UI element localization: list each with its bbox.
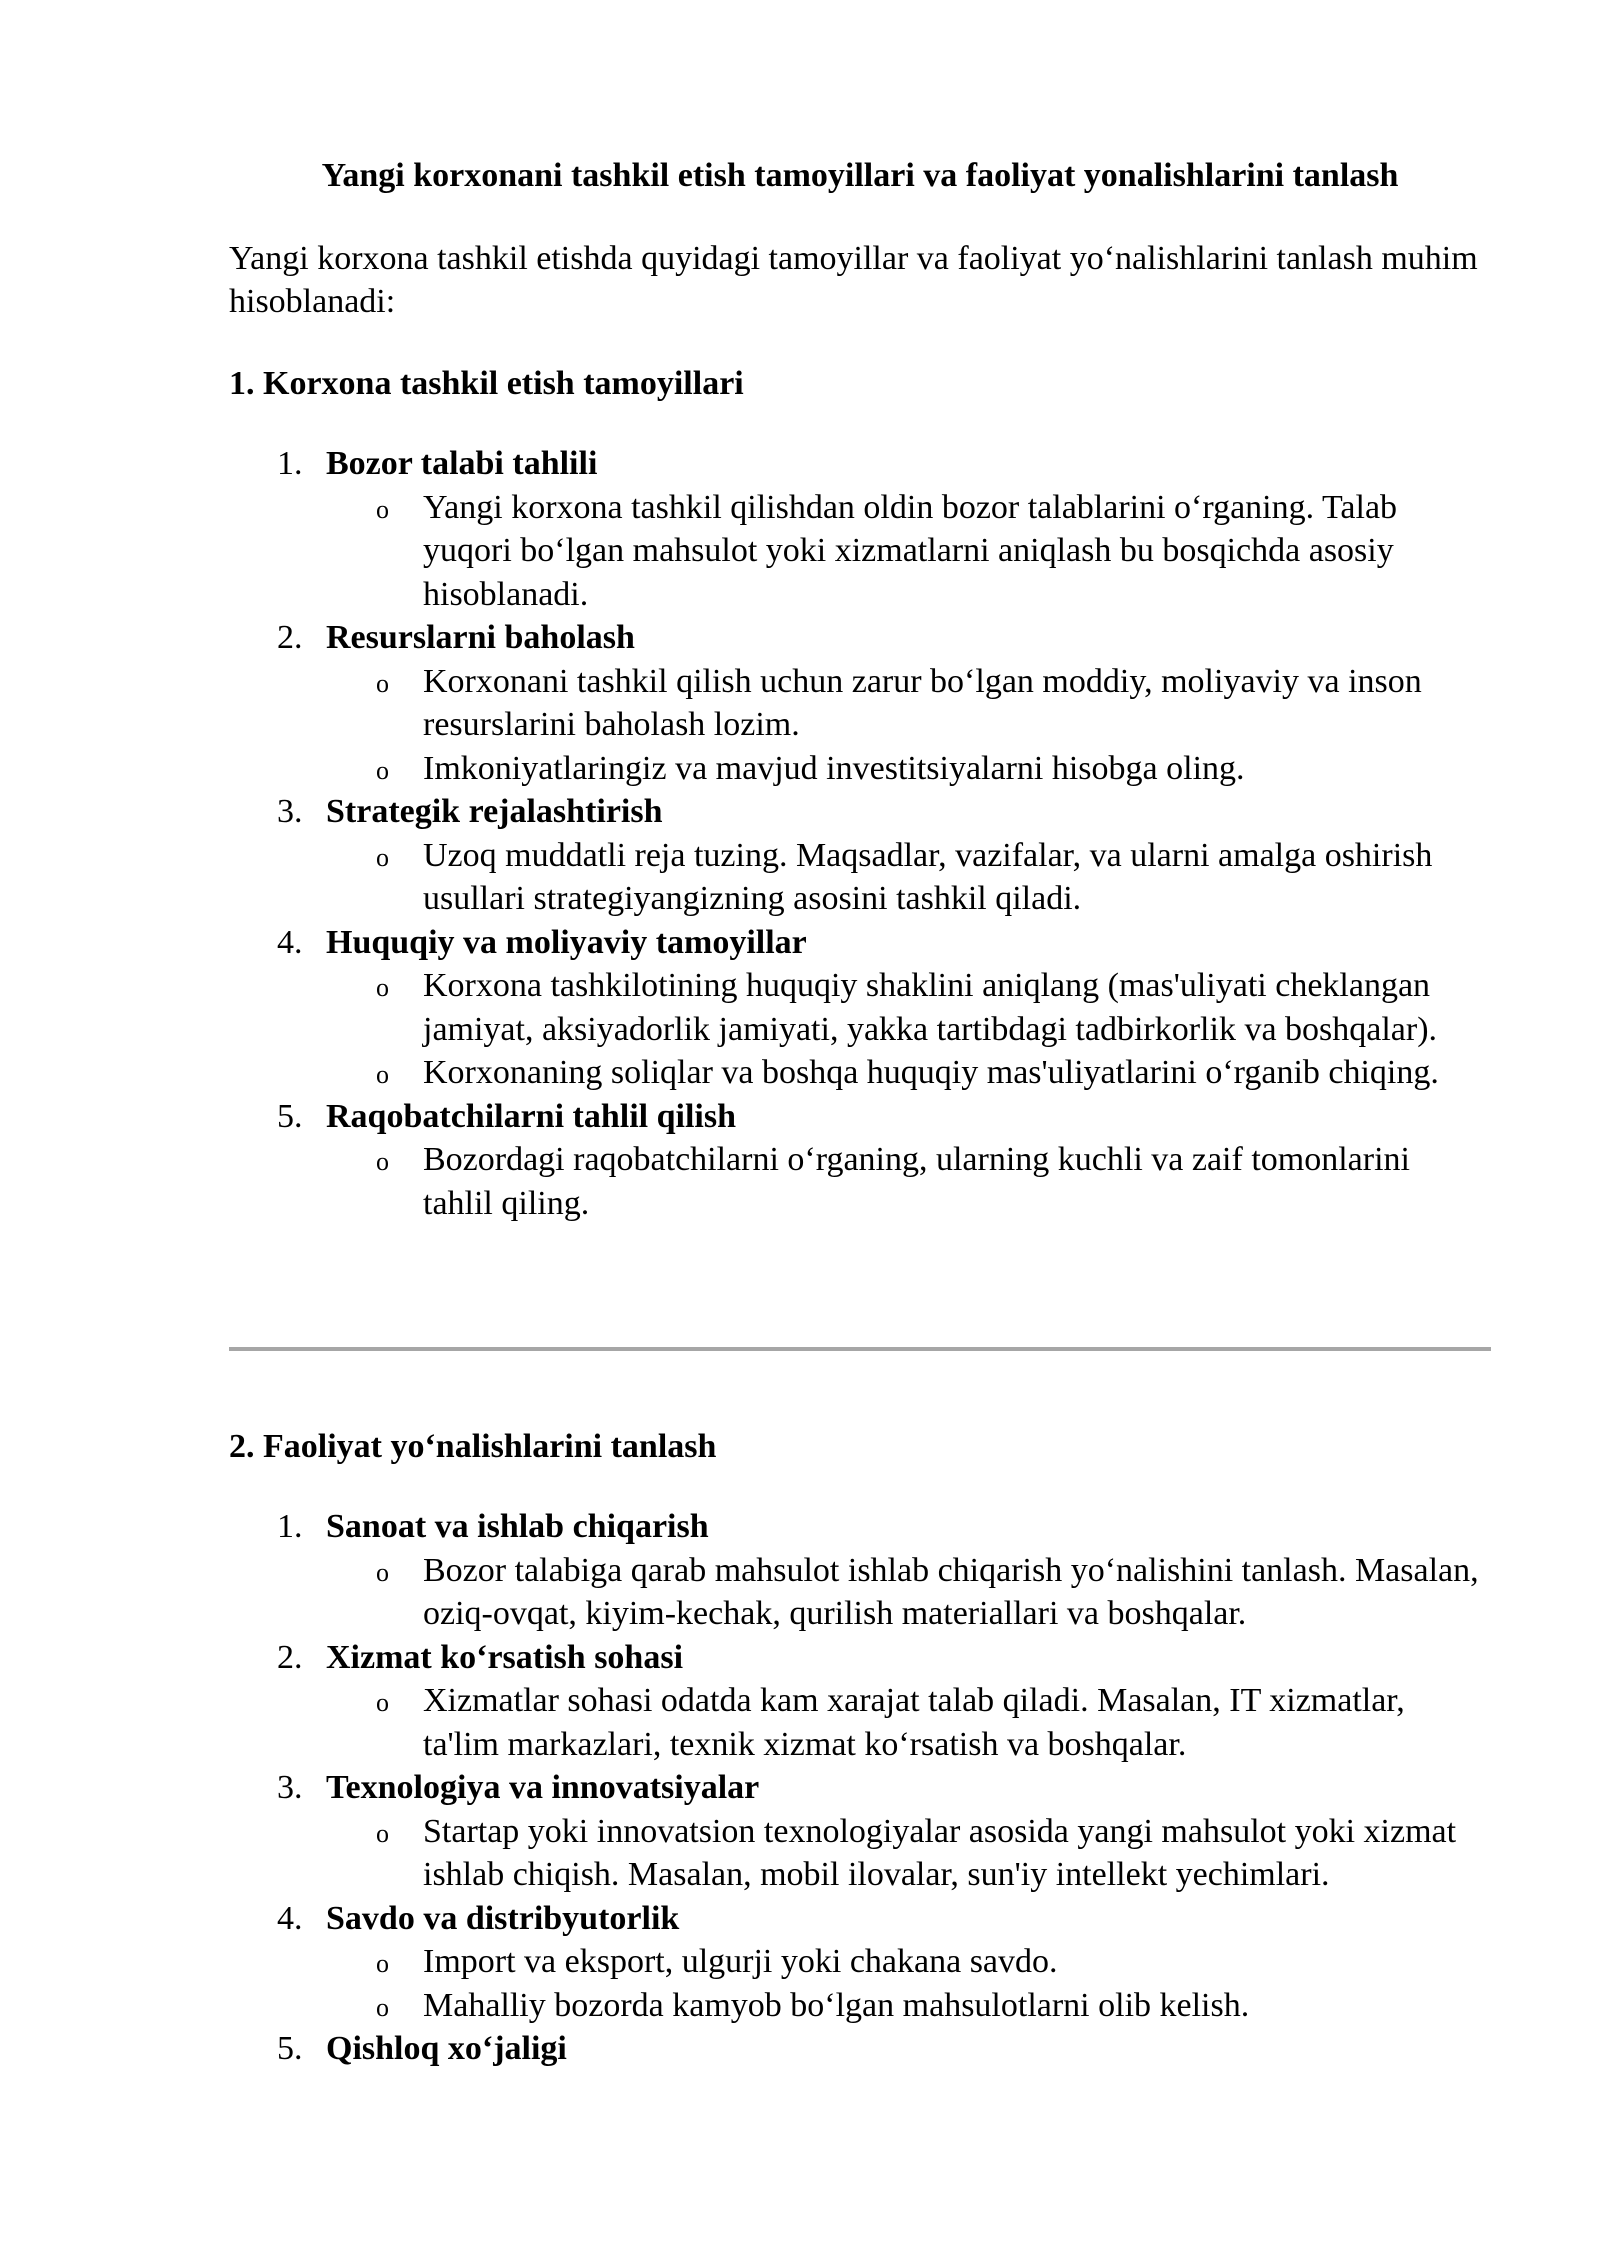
hollow-bullet-icon: o bbox=[376, 842, 389, 872]
list-item bbox=[229, 1636, 1529, 1767]
list-item-number: 5. bbox=[277, 2030, 303, 2067]
hollow-bullet-icon: o bbox=[376, 1557, 389, 1587]
sub-list bbox=[229, 660, 1529, 791]
list-item-title: Sanoat va ishlab chiqarish bbox=[326, 1508, 709, 1545]
section-2-heading: 2. Faoliyat yo‘nalishlarini tanlash bbox=[229, 1428, 717, 1465]
list-item-number: 1. bbox=[277, 445, 303, 482]
list-item-title: Raqobatchilarni tahlil qilish bbox=[326, 1097, 736, 1135]
hollow-bullet-icon: o bbox=[376, 1818, 389, 1848]
hollow-bullet-icon: o bbox=[376, 755, 389, 785]
sub-list-item-text: Uzoq muddatli reja tuzing. Maqsadlar, vazifalar, va ularni amalga oshirish usullari strategiyangizning asosini tashkil qiladi. bbox=[423, 836, 1433, 917]
list-item-title: Qishloq xo‘jaligi bbox=[326, 2030, 567, 2067]
sub-list-item bbox=[229, 964, 1483, 1051]
sub-list-item bbox=[229, 1679, 1483, 1766]
sub-list bbox=[229, 964, 1529, 1095]
sub-list-item bbox=[229, 1940, 1483, 1984]
list-item bbox=[229, 790, 1529, 921]
sub-list-item-text: Korxonani tashkil qilish uchun zarur bo‘lgan moddiy, moliyaviy va inson resurslarini baholash lozim. bbox=[423, 662, 1422, 743]
list-item bbox=[229, 1766, 1529, 1897]
sub-list-item bbox=[229, 660, 1483, 747]
list-item bbox=[229, 616, 1529, 790]
list-item bbox=[229, 921, 1529, 1095]
hollow-bullet-icon: o bbox=[376, 1060, 389, 1089]
list-item-title: Bozor talabi tahlili bbox=[326, 445, 598, 482]
list-item-title: Xizmat ko‘rsatish sohasi bbox=[326, 1638, 684, 1676]
sub-list-item bbox=[229, 1051, 1483, 1095]
sub-list bbox=[229, 486, 1529, 617]
sub-list bbox=[229, 1679, 1529, 1766]
horizontal-rule bbox=[229, 1347, 1491, 1351]
list-item-title: Huquqiy va moliyaviy tamoyillar bbox=[326, 923, 807, 961]
list-item bbox=[229, 442, 1529, 616]
list-item-number: 2. bbox=[277, 619, 303, 656]
list-item bbox=[229, 1505, 1529, 1636]
sub-list-item-text: Korxona tashkilotining huquqiy shaklini aniqlang (mas'uliyati cheklangan jamiyat, aksiyadorlik jamiyati, yakka tartibdagi tadbirkorlik va boshqalar). bbox=[423, 967, 1438, 1048]
sub-list bbox=[229, 1138, 1529, 1225]
list-item-title: Resurslarni baholash bbox=[326, 619, 635, 656]
section-1-heading: 1. Korxona tashkil etish tamoyillari bbox=[229, 365, 744, 402]
sub-list-item bbox=[229, 1984, 1483, 2028]
hollow-bullet-icon: o bbox=[376, 1147, 389, 1176]
hollow-bullet-icon: o bbox=[376, 1688, 389, 1717]
list-item bbox=[229, 2027, 1529, 2071]
list-item-title: Savdo va distribyutorlik bbox=[326, 1899, 680, 1937]
list-item-title: Strategik rejalashtirish bbox=[326, 793, 663, 830]
sub-list-item bbox=[229, 834, 1483, 921]
list-item-number: 4. bbox=[277, 923, 303, 961]
list-item-number: 1. bbox=[277, 1508, 303, 1545]
list-item-number: 4. bbox=[277, 1899, 303, 1937]
list-item-number: 2. bbox=[277, 1638, 303, 1676]
list-item-number: 3. bbox=[277, 1769, 303, 1806]
list-item-title: Texnologiya va innovatsiyalar bbox=[326, 1769, 760, 1806]
sub-list bbox=[229, 1549, 1529, 1636]
hollow-bullet-icon: o bbox=[376, 973, 389, 1002]
hollow-bullet-icon: o bbox=[376, 1949, 389, 1978]
sub-list bbox=[229, 834, 1529, 921]
sub-list-item-text: Korxonaning soliqlar va boshqa huquqiy mas'uliyatlarini o‘rganib chiqing. bbox=[423, 1054, 1439, 1091]
sub-list-item-text: Startap yoki innovatsion texnologiyalar asosida yangi mahsulot yoki xizmat ishlab chiqish. Masalan, mobil ilovalar, sun'iy intellekt yechimlari. bbox=[423, 1812, 1457, 1893]
sub-list-item bbox=[229, 1810, 1483, 1897]
list-item bbox=[229, 1897, 1529, 2028]
section-1-list bbox=[229, 442, 1529, 1225]
sub-list-item bbox=[229, 486, 1483, 617]
sub-list-item bbox=[229, 1549, 1483, 1636]
document-title: Yangi korxonani tashkil etish tamoyillari va faoliyat yonalishlarini tanlash bbox=[321, 157, 1399, 194]
hollow-bullet-icon: o bbox=[376, 668, 389, 698]
sub-list-item bbox=[229, 747, 1483, 791]
sub-list bbox=[229, 1940, 1529, 2027]
sub-list-item-text: Imkoniyatlaringiz va mavjud investitsiyalarni hisobga oling. bbox=[423, 749, 1245, 787]
sub-list-item bbox=[229, 1138, 1483, 1225]
list-item-number: 3. bbox=[277, 793, 303, 830]
sub-list bbox=[229, 1810, 1529, 1897]
sub-list-item-text: Yangi korxona tashkil qilishdan oldin bozor talablarini o‘rganing. Talab yuqori bo‘lgan mahsulot yoki xizmatlarni aniqlash bu bosqichda asosiy hisoblanadi. bbox=[423, 488, 1398, 613]
sub-list-item-text: Import va eksport, ulgurji yoki chakana savdo. bbox=[423, 1943, 1058, 1980]
sub-list-item-text: Xizmatlar sohasi odatda kam xarajat talab qiladi. Masalan, IT xizmatlar, ta'lim markazlari, texnik xizmat ko‘rsatish va boshqalar. bbox=[423, 1682, 1405, 1763]
list-item-number: 5. bbox=[277, 1097, 303, 1135]
list-item bbox=[229, 1095, 1529, 1226]
section-2-list bbox=[229, 1505, 1529, 2071]
sub-list-item-text: Bozor talabiga qarab mahsulot ishlab chiqarish yo‘nalishini tanlash. Masalan, oziq-ovqat, kiyim-kechak, qurilish materiallari va boshqalar. bbox=[423, 1551, 1479, 1632]
sub-list-item-text: Bozordagi raqobatchilarni o‘rganing, ularning kuchli va zaif tomonlarini tahlil qiling. bbox=[423, 1141, 1410, 1222]
intro-paragraph: Yangi korxona tashkil etishda quyidagi tamoyillar va faoliyat yo‘nalishlarini tanlash muhim hisoblanadi: bbox=[229, 240, 1478, 320]
hollow-bullet-icon: o bbox=[376, 1992, 389, 2022]
sub-list-item-text: Mahalliy bozorda kamyob bo‘lgan mahsulotlarni olib kelish. bbox=[423, 1986, 1250, 2024]
hollow-bullet-icon: o bbox=[376, 494, 389, 524]
